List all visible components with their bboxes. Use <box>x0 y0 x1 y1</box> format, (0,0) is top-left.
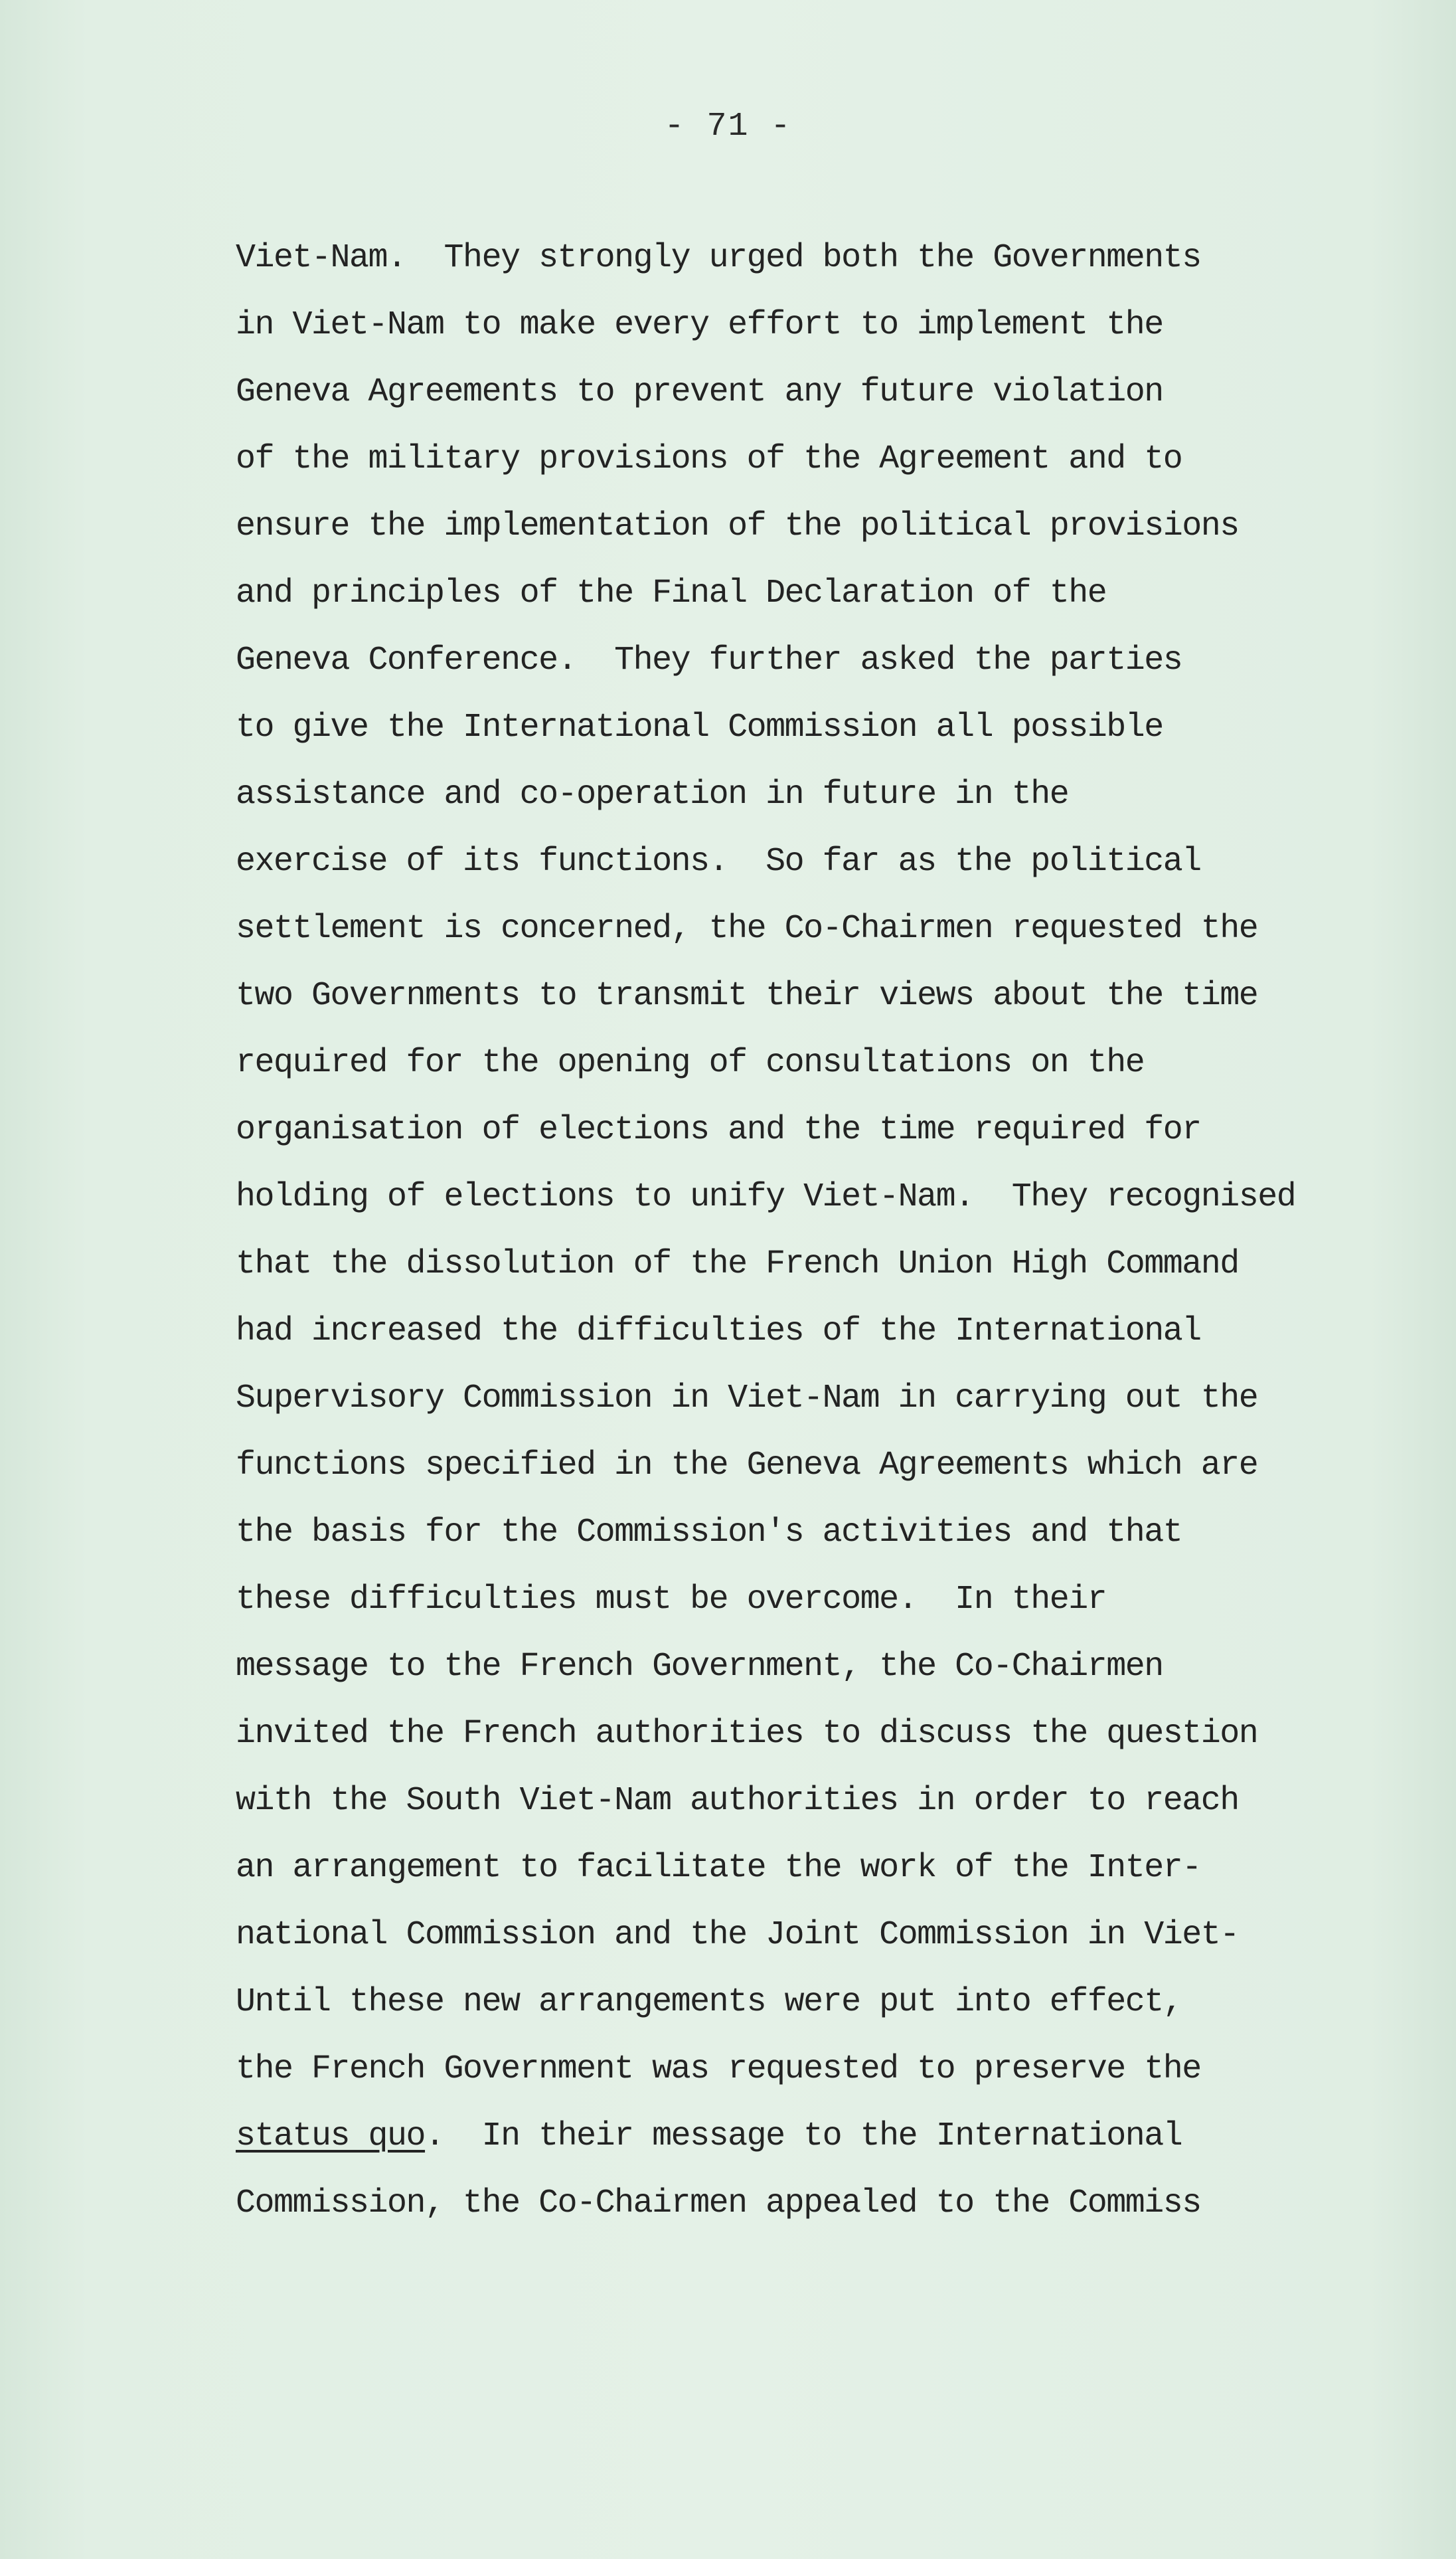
text-line: an arrangement to facilitate the work of the Inter- <box>236 1849 1201 1887</box>
text-line: two Governments to transmit their views about the time <box>236 977 1258 1015</box>
text-line: had increased the difficulties of the International <box>236 1312 1201 1350</box>
body-text <box>236 224 1451 2237</box>
text-line: Commission, the Co-Chairmen appealed to the Commiss <box>236 2184 1201 2222</box>
text-line: Supervisory Commission in Viet-Nam in carrying out the <box>236 1379 1258 1417</box>
text-line: functions specified in the Geneva Agreements which are <box>236 1447 1258 1484</box>
text-line: invited the French authorities to discuss the question <box>236 1715 1258 1753</box>
text-line: required for the opening of consultations on the <box>236 1044 1145 1082</box>
text-line: the basis for the Commission's activities and that <box>236 1514 1182 1551</box>
text-line: Geneva Agreements to prevent any future violation <box>236 373 1163 411</box>
text-line: national Commission and the Joint Commission in Viet- <box>236 1916 1239 1954</box>
text-line: ensure the implementation of the political provisions <box>236 507 1239 545</box>
text-line: with the South Viet-Nam authorities in order to reach <box>236 1782 1239 1820</box>
page-number: - 71 - <box>664 108 792 145</box>
text-line: these difficulties must be overcome. In their <box>236 1581 1107 1619</box>
text-line: assistance and co-operation in future in the <box>236 776 1069 814</box>
text-line: of the military provisions of the Agreement and to <box>236 440 1182 478</box>
text-line: message to the French Government, the Co-Chairmen <box>236 1648 1163 1686</box>
text-line: to give the International Commission all possible <box>236 709 1163 747</box>
text-line: organisation of elections and the time required for <box>236 1111 1201 1149</box>
underlined-phrase: status quo <box>236 2117 426 2155</box>
text-line: Viet-Nam. They strongly urged both the Governments <box>236 239 1201 277</box>
text-line: in Viet-Nam to make every effort to implement the <box>236 306 1163 344</box>
text-line: settlement is concerned, the Co-Chairmen requested the <box>236 910 1258 948</box>
text-line <box>236 2103 1451 2170</box>
text-line: exercise of its functions. So far as the political <box>236 843 1201 881</box>
text-line: the French Government was requested to preserve the <box>236 2050 1201 2088</box>
text-line: Geneva Conference. They further asked the parties <box>236 642 1182 679</box>
text-line: and principles of the Final Declaration of the <box>236 574 1107 612</box>
text-fragment: . In their message to the International <box>425 2117 1182 2155</box>
text-line: Until these new arrangements were put into effect, <box>236 1983 1182 2021</box>
text-line: that the dissolution of the French Union High Command <box>236 1245 1239 1283</box>
text-line: holding of elections to unify Viet-Nam. They recognised <box>236 1178 1296 1216</box>
